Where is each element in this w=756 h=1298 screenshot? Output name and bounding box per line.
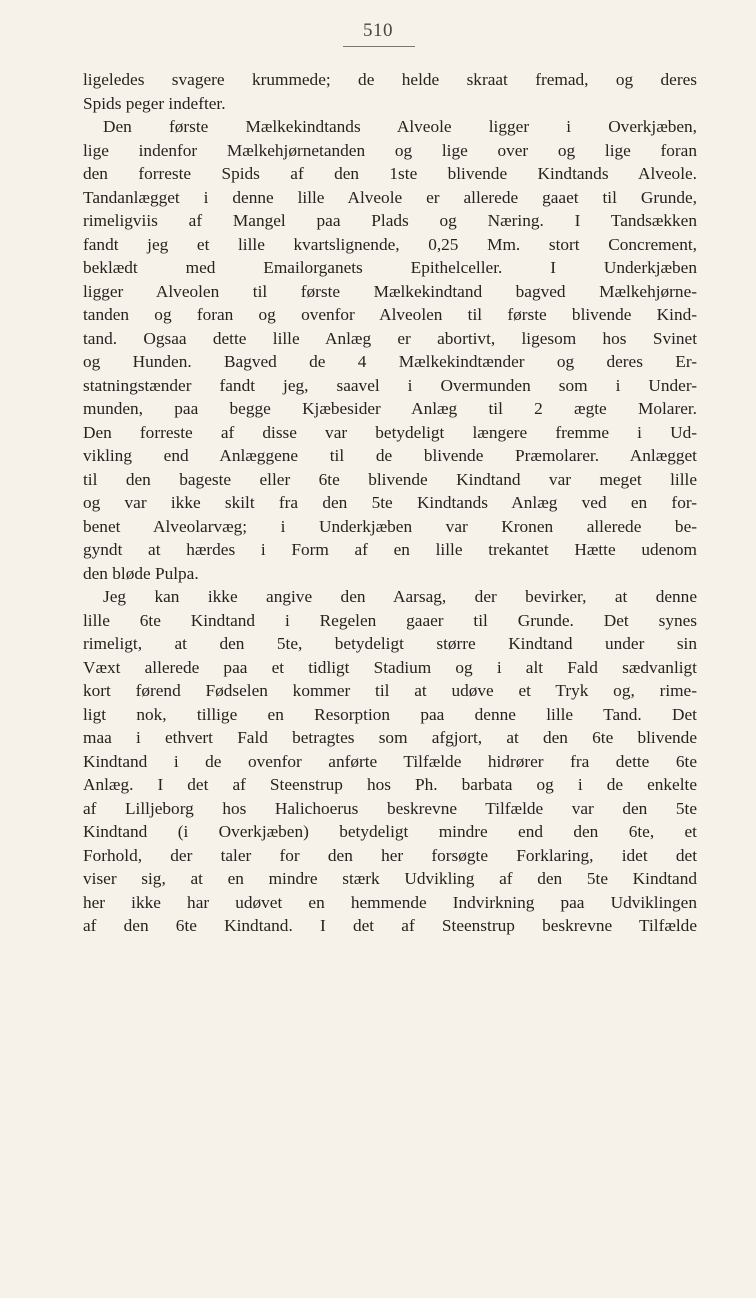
text-line: Den forreste af disse var betydeligt længere fremme i Ud- bbox=[83, 422, 697, 442]
paragraph bbox=[83, 585, 697, 938]
text-line: munden, paa begge Kjæbesider Anlæg til 2 ægte Molarer. bbox=[83, 399, 697, 418]
text-line: af den 6te Kindtand. I det af Steenstrup beskrevne Tilfælde bbox=[83, 916, 697, 935]
text-line: Kindtand (i Overkjæben) betydeligt mindre end den 6te, et bbox=[83, 822, 697, 841]
text-line: statningstænder fandt jeg, saavel i Overmunden som i Under- bbox=[83, 375, 697, 395]
page-number-rule bbox=[343, 46, 415, 47]
text-line: Den første Mælkekindtands Alveole ligger i Overkjæben, bbox=[103, 117, 697, 136]
text-line: og Hunden. Bagved de 4 Mælkekindtænder og deres Er- bbox=[83, 352, 697, 371]
text-line: her ikke har udøvet en hemmende Indvirkning paa Udviklingen bbox=[83, 892, 697, 912]
text-line: lige indenfor Mælkehjørnetanden og lige over og lige foran bbox=[83, 140, 697, 160]
text-line: den forreste Spids af den 1ste blivende Kindtands Alveole. bbox=[83, 164, 697, 183]
text-line: fandt jeg et lille kvartslignende, 0,25 Mm. stort Concrement, bbox=[83, 234, 697, 254]
body-text bbox=[83, 68, 697, 938]
text-line: viser sig, at en mindre stærk Udvikling af den 5te Kindtand bbox=[83, 869, 697, 888]
text-line: og var ikke skilt fra den 5te Kindtands Anlæg ved en for- bbox=[83, 493, 697, 512]
text-line: tand. Ogsaa dette lille Anlæg er abortivt, ligesom hos Svinet bbox=[83, 328, 697, 348]
text-line: maa i ethvert Fald betragtes som afgjort, at den 6te blivende bbox=[83, 728, 697, 747]
text-line: Forhold, der taler for den her forsøgte Forklaring, idet det bbox=[83, 845, 697, 865]
paragraph bbox=[83, 115, 697, 585]
text-line: den bløde Pulpa. bbox=[83, 563, 199, 583]
text-line: Kindtand i de ovenfor anførte Tilfælde hidrører fra dette 6te bbox=[83, 751, 697, 771]
paragraph bbox=[83, 68, 697, 115]
text-line: Tandanlægget i denne lille Alveole er allerede gaaet til Grunde, bbox=[83, 187, 697, 207]
text-line: vikling end Anlæggene til de blivende Præmolarer. Anlægget bbox=[83, 446, 697, 465]
text-line: ligger Alveolen til første Mælkekindtand bagved Mælkehjørne- bbox=[83, 281, 697, 301]
text-line: Anlæg. I det af Steenstrup hos Ph. barbata og i de enkelte bbox=[83, 775, 697, 794]
text-line: benet Alveolarvæg; i Underkjæben var Kronen allerede be- bbox=[83, 516, 697, 536]
text-line: Væxt allerede paa et tidligt Stadium og i alt Fald sædvanligt bbox=[83, 657, 697, 677]
text-line: af Lilljeborg hos Halichoerus beskrevne Tilfælde var den 5te bbox=[83, 798, 697, 818]
text-line: ligeledes svagere krummede; de helde skraat fremad, og deres bbox=[83, 70, 697, 89]
text-line: tanden og foran og ovenfor Alveolen til første blivende Kind- bbox=[83, 305, 697, 324]
text-line: til den bageste eller 6te blivende Kindtand var meget lille bbox=[83, 469, 697, 489]
text-line: rimeligt, at den 5te, betydeligt større Kindtand under sin bbox=[83, 634, 697, 653]
text-line: Jeg kan ikke angive den Aarsag, der bevirker, at denne bbox=[103, 587, 697, 606]
text-line: gyndt at hærdes i Form af en lille trekantet Hætte udenom bbox=[83, 540, 697, 559]
text-line: Spids peger indefter. bbox=[83, 93, 226, 113]
text-line: lille 6te Kindtand i Regelen gaaer til Grunde. Det synes bbox=[83, 610, 697, 630]
text-line: ligt nok, tillige en Resorption paa denne lille Tand. Det bbox=[83, 704, 697, 724]
text-line: kort førend Fødselen kommer til at udøve et Tryk og, rime- bbox=[83, 681, 697, 700]
page-number: 510 bbox=[363, 20, 393, 41]
text-line: beklædt med Emailorganets Epithelceller. I Underkjæben bbox=[83, 258, 697, 277]
text-line: rimeligviis af Mangel paa Plads og Næring. I Tandsækken bbox=[83, 211, 697, 230]
